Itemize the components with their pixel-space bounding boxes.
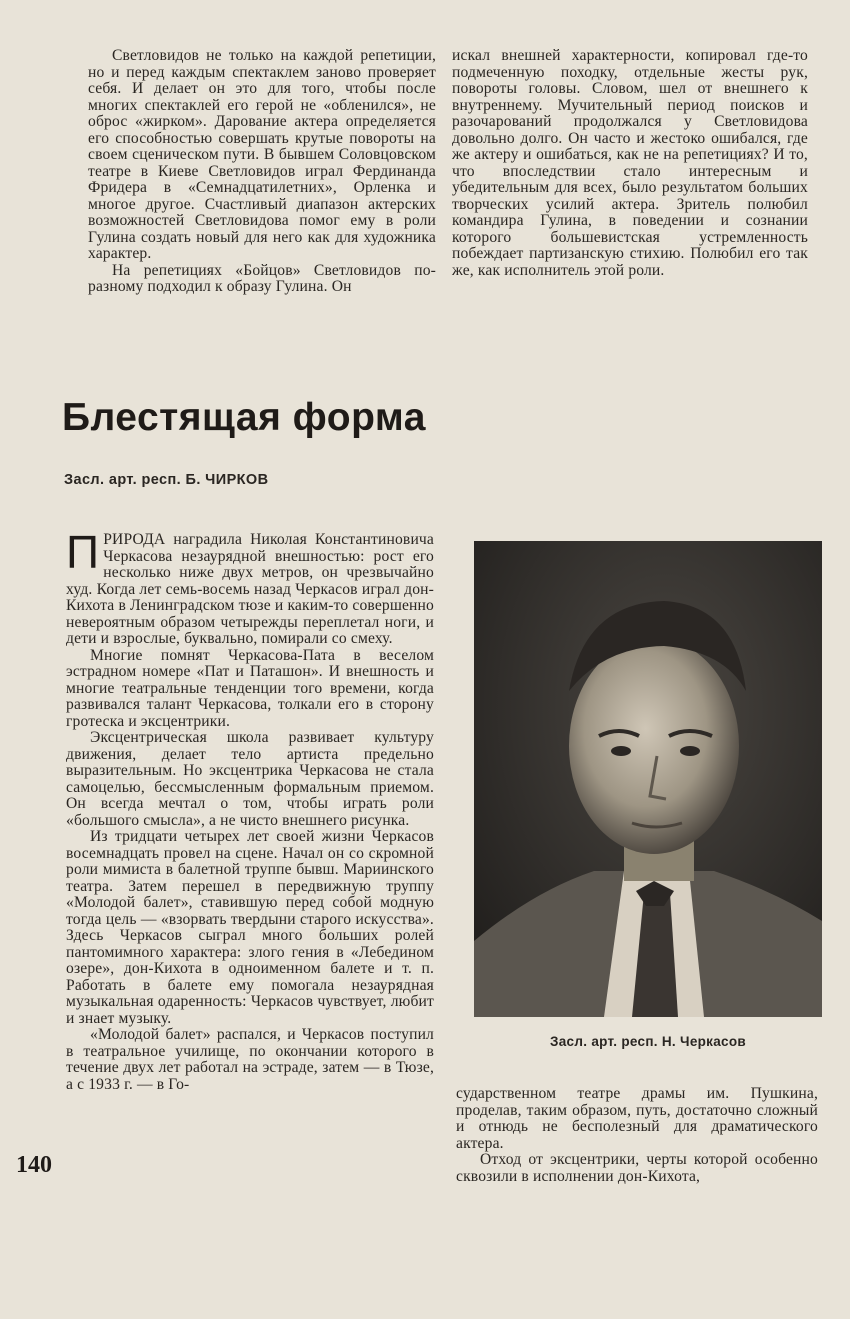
paragraph: сударственном театре драмы им. Пушкина, проделав, таким образом, путь, достаточно сложный и отнюдь не бесполезный для драматического актера. xyxy=(456,1085,818,1152)
paragraph: искал внешней характерности, копировал где-то подмеченную походку, отдельные жесты рук, повороты головы. Словом, шел от внешнего к внутреннему. Мучительный период поисков и разочарований продолжался у Светловидова довольно долго. Он часто и жестоко ошибался, где же актеру и ошибаться, как не на репетициях? И то, что впоследствии стало интересным и убедительным для всех, было результатом больших творческих усилий актера. Зритель полюбил командира Гулина, в поведении и сознании которого большевистская устремленность побеждает партизанскую стихию. Полюбил его так же, как исполнитель этой роли. xyxy=(452,47,808,279)
paragraph: Из тридцати четырех лет своей жизни Черкасов восемнадцать провел на сцене. Начал он со скромной роли мимиста в балетной труппе бывш. Мариинского театра. Затем перешел в передвижную труппу «Молодой балет», ставившую перед собой модную тогда цель — «взорвать твердыни старого искусства». Здесь Черкасов сыграл много больших ролей пантомимного характера: злого гения в «Лебедином озере», дон-Кихота в одноименном балете и т. п. Работать в балете ему помогала незаурядная музыкальная одаренность: Черкасов чувствует, любит и знает музыку. xyxy=(66,828,434,1027)
article-byline: Засл. арт. респ. Б. ЧИРКОВ xyxy=(64,472,269,488)
photo-caption: Засл. арт. респ. Н. Черкасов xyxy=(549,1034,746,1049)
drop-cap: П xyxy=(66,526,100,578)
paragraph: Светловидов не только на каждой репетиции, но и перед каждым спектаклем заново проверяет себя. И делает он это для того, чтобы после многих спектаклей его герой не «обленился», не оброс «жирком». Дарование актера определяется его способностью совершать крутые повороты на своем сценическом пути. В бывшем Соловцовском театре в Киеве Светловидов играл Фердинанда Фридера в «Семнадцатилетних», Орленка и многое другое. Счастливый диапазон актерских возможностей Светловидова помог ему в роли Гулина создать новый для него как для художника характер. xyxy=(88,47,436,262)
paragraph: На репетициях «Бойцов» Светловидов по-разному подходил к образу Гулина. Он xyxy=(88,261,436,295)
paragraph: Отход от эксцентрики, черты которой особенно сквозили в исполнении дон-Кихота, xyxy=(456,1151,818,1185)
portrait-illustration xyxy=(474,541,822,1017)
article-title: Блестящая форма xyxy=(62,396,426,439)
portrait-photo xyxy=(474,541,822,1017)
column-top-right xyxy=(452,48,808,279)
paragraph: Многие помнят Черкасова-Пата в веселом эстрадном номере «Пат и Паташон». И внешность и многие театральные тенденции того времени, когда развивался талант Черкасова, толкали его в сторону гротеска и эксцентрики. xyxy=(66,646,434,730)
article-body xyxy=(66,526,434,1093)
lead-paragraph xyxy=(66,526,434,648)
paragraph: «Молодой балет» распался, и Черкасов поступил в театральное училище, по окончании которого в течение двух лет работал на эстраде, затем — в Тюзе, а с 1933 г. — в Го- xyxy=(66,1026,434,1093)
paragraph: Эксцентрическая школа развивает культуру движения, делает тело артиста предельно выразительным. Но эксцентрика Черкасова не стала самоцелью, бессмысленным формальным приемом. Он всегда мечтал о том, чтобы играть роли «большого смысла», а не чисто внешнего рисунка. xyxy=(66,729,434,829)
column-top-left xyxy=(88,48,436,296)
column-bottom-right xyxy=(456,1086,818,1185)
page-number: 140 xyxy=(16,1152,52,1178)
lead-text: РИРОДА наградила Николая Константиновича Черкасова незаурядной внешностью: рост его несколько ниже двух метров, он чрезвычайно худ. Когда лет семь-восемь назад Черкасов играл дон-Кихота в Ленинградском тюзе и каким-то совершенно невероятным образом четырежды переплетал ноги, и дети и взрослые, буквально, помирали со смеху. xyxy=(66,531,434,647)
